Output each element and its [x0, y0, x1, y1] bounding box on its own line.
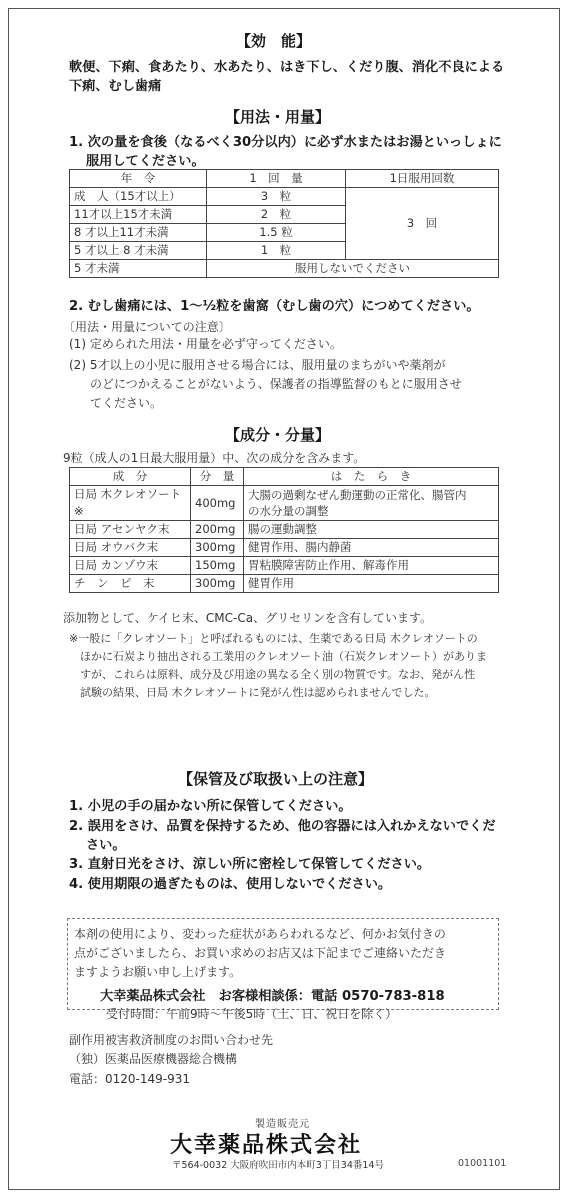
footnote: ほかに石炭より抽出される工業用のクレオソート油（石炭クレオソート）がありま: [80, 650, 487, 663]
ingredient-amount: 200mg: [191, 521, 244, 539]
age-cell: 成 人（15才以上）: [70, 188, 207, 206]
footnote: ※一般に「クレオソート」と呼ばれるものには、生薬である日局 木クレオソートの: [69, 632, 478, 645]
youhou-item1: 服用してください。: [86, 154, 205, 169]
ingredient-name: 日局 アセンヤク末: [70, 521, 191, 539]
note-1: (1) 定められた用法・用量を必ず守ってください。: [69, 337, 342, 351]
relief-phone: 電話：0120-149-931: [69, 1072, 191, 1086]
ingredient-name: 日局 木クレオソート※: [70, 486, 191, 521]
company-phone: 大幸薬品株式会社 お客様相談係：電話 0570-783-818: [100, 989, 445, 1004]
times-cell: 3 回: [346, 188, 499, 260]
header-age: 年 令: [70, 170, 207, 188]
youhou-heading: 【用法・用量】: [225, 108, 331, 126]
hokan-item: 4. 使用期限の過ぎたものは、使用しないでください。: [69, 877, 392, 892]
hokan-item: 2. 誤用をさけ、品質を保持するため、他の容器には入れかえないでくだ: [69, 819, 496, 834]
kounou-text: 軟便、下痢、食あたり、水あたり、はき下し、くだり腹、消化不良による: [69, 60, 505, 75]
relief-text: 副作用被害救済制度のお問い合わせ先: [69, 1033, 274, 1047]
note-2: のどにつかえることがないよう、保護者の指導監督のもとに服用させ: [90, 377, 462, 391]
maker-label: 製造販売元: [255, 1119, 310, 1130]
ingredient-action: 健胃作用、腸内静菌: [244, 539, 499, 557]
youhou-item1: 1. 次の量を食後（なるべく30分以内）に必ず水またはお湯といっしょに: [69, 135, 502, 150]
ingredient-amount: 150mg: [191, 557, 244, 575]
ingredient-amount: 400mg: [191, 486, 244, 521]
document-code: 01001101: [458, 1158, 507, 1169]
ingredient-action: 健胃作用: [244, 575, 499, 593]
header-amount: 分 量: [191, 468, 244, 486]
ingredient-amount: 300mg: [191, 575, 244, 593]
age-cell: 5 才以上 8 才未満: [70, 242, 207, 260]
dose-cell: 1.5 粒: [207, 224, 346, 242]
ingredient-table: [69, 467, 499, 593]
header-dose: 1 回 量: [207, 170, 346, 188]
dose-cell: 2 粒: [207, 206, 346, 224]
ingredient-action: 胃粘膜障害防止作用、解毒作用: [244, 557, 499, 575]
ingredient-amount: 300mg: [191, 539, 244, 557]
kounou-heading: 【効 能】: [236, 32, 312, 50]
age-cell: 11才以上15才未満: [70, 206, 207, 224]
seibun-heading: 【成分・分量】: [225, 426, 331, 444]
header-action: は た ら き: [244, 468, 499, 486]
company-logo-text: 大幸薬品株式会社: [170, 1133, 363, 1158]
company-address: 〒564-0032 大阪府吹田市内本町3丁目34番14号: [172, 1160, 384, 1171]
header-ingredient: 成 分: [70, 468, 191, 486]
footnote: すが、これらは原料、成分及び用途の異なる全く別の物質です。なお、発がん性: [80, 668, 476, 681]
age-cell: 8 才以上11才未満: [70, 224, 207, 242]
kounou-text: 下痢、むし歯痛: [69, 79, 162, 94]
note-2: (2) 5才以上の小児に服用させる場合には、服用量のまちがいや薬剤が: [69, 358, 446, 372]
hokan-item: 3. 直射日光をさけ、涼しい所に密栓して保管してください。: [69, 857, 431, 872]
hokan-item: さい。: [86, 838, 126, 853]
age-cell: 5 才未満: [70, 260, 207, 278]
contact-text: 点がございましたら、お買い求めのお店又は下記までご連絡いただき: [74, 946, 447, 960]
ingredient-name: 日局 オウバク末: [70, 539, 191, 557]
seibun-intro: 9粒（成人の1日最大服用量）中、次の成分を含みます。: [63, 451, 366, 465]
ingredient-name: チ ン ピ 末: [70, 575, 191, 593]
youhou-item2: 2. むし歯痛には、1～½粒を歯窩（むし歯の穴）につめてください。: [69, 299, 480, 314]
ingredient-name: 日局 カンゾウ末: [70, 557, 191, 575]
reception-hours: 受付時間：午前9時～午後5時（土、日、祝日を除く）: [106, 1007, 398, 1021]
header-times: 1日服用回数: [346, 170, 499, 188]
dose-cell: 1 粒: [207, 242, 346, 260]
contact-text: 本剤の使用により、変わった症状があらわれるなど、何かお気付きの: [74, 927, 446, 941]
contact-text: ますようお願い申し上げます。: [74, 965, 242, 979]
note-2: てください。: [90, 396, 163, 410]
ingredient-action: 大腸の過剰なぜん動運動の正常化、腸管内 の水分量の調整: [244, 486, 499, 521]
hokan-heading: 【保管及び取扱い上の注意】: [178, 770, 374, 788]
under5-note: 服用しないでください: [207, 260, 499, 278]
ingredient-action: 腸の運動調整: [244, 521, 499, 539]
notes-heading: 〔用法・用量についての注意〕: [63, 320, 231, 334]
dosage-table: [69, 169, 499, 278]
relief-text: （独）医薬品医療機器総合機構: [69, 1052, 238, 1066]
footnote: 試験の結果、日局 木クレオソートに発がん性は認められませんでした。: [80, 686, 436, 699]
additives-text: 添加物として、ケイヒ末、CMC-Ca、グリセリンを含有しています。: [63, 611, 433, 625]
dose-cell: 3 粒: [207, 188, 346, 206]
hokan-item: 1. 小児の手の届かない所に保管してください。: [69, 799, 352, 814]
